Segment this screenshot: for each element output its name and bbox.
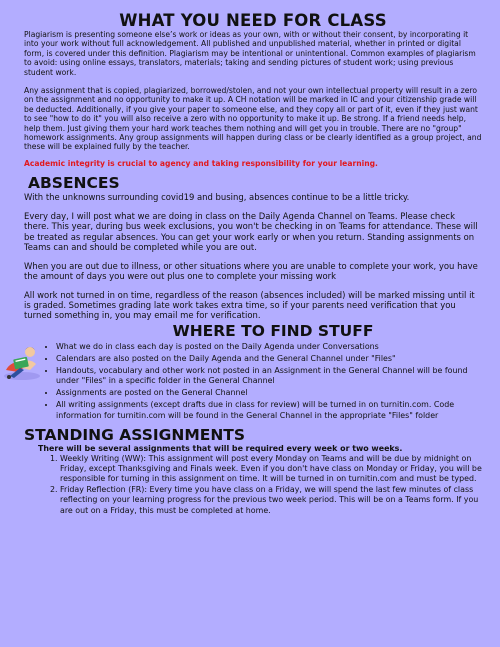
standing-list (24, 454, 482, 516)
list-item: • All writing assignments (except drafts due in class for review) will be turned in on turnitin.com. Code information for turnitin.com will be found in the General Channel in the appropriate "Files" folder (56, 400, 482, 420)
standing-heading: STANDING ASSIGNMENTS (24, 425, 246, 444)
list-item: • Calendars are also posted on the Daily Agenda and the General Channel under "Files" (56, 354, 482, 364)
list-item: • Assignments are posted on the General Channel (56, 388, 482, 398)
plagiarism-paragraph-2: Any assignment that is copied, plagiarized, borrowed/stolen, and not your own intellectual property will result in a zero on the assignment and no opportunity to make it up. A CH notation will be marked in IC and your citizenship grade will be deducted. Additionally, if you give your paper to someone else, and they copy all or part of it, even if they just want to see "how to do it" you will also receive a zero with no opportunity to make it up. Be strong. If a friend needs help, help them. Just giving them your hard work teaches them nothing and will get you in trouble. There are no "group" homework assignments. Any group assignments will happen during class or be clearly identified as a group project, and these will be explained fully by the teacher. (24, 86, 482, 152)
list-item: 1. Weekly Writing (WW): This assignment will post every Monday on Teams and will be due by midnight on Friday, except Thanksgiving and Finals week. Even if you don't have class on Monday or Friday, you will be responsible for turning in this assignment on time. It will be turned in on turnitin.com and must be typed. (60, 454, 482, 485)
page-title: WHAT YOU NEED FOR CLASS (119, 11, 387, 30)
absences-paragraph-2: Every day, I will post what we are doing in class on the Daily Agenda Channel on Teams. Please check there. This year, during bus week exclusions, you won't be checking in on Teams for attendance. These will be treated as regular absences. You can get your work early or when you return. Standing assignments on Teams can and should be completed while you are out. (24, 211, 478, 252)
where-heading: WHERE TO FIND STUFF (172, 322, 374, 341)
list-item: • What we do in class each day is posted on the Daily Agenda under Conversations (56, 342, 482, 352)
student-reading-clipart-icon (0, 340, 44, 382)
absences-paragraph-4: All work not turned in on time, regardless of the reason (absences included) will be marked missing until it is graded. Sometimes grading late work takes extra time, so if your parents need verification that you turned something in, you may email me for verification. (24, 289, 475, 321)
where-list (24, 342, 482, 421)
absences-paragraph-1: With the unknowns surrounding covid19 and busing, absences continue to be a little tricky. (24, 192, 410, 203)
absences-paragraph-3: When you are out due to illness, or other situations where you are unable to complete your work, you have the amount of days you were out plus one to complete your missing work (24, 260, 478, 281)
list-item: • Handouts, vocabulary and other work not posted in an Assignment in the General Channel will be found under "Files" in a specific folder in the General Channel (56, 366, 482, 386)
standing-subheading: There will be several assignments that will be required every week or two weeks. (38, 443, 403, 453)
plagiarism-paragraph-1: Plagiarism is presenting someone else’s work or ideas as your own, with or without their consent, by incorporating it into your work without full acknowledgement. All published and unpublished material, whether in printed or digital form, is covered under this definition. Plagiarism may be intentional or unintentional. Common examples of plagiarism to avoid: using online essays, translators, materials; taking and sending pictures of student work; using previous student work. (24, 30, 476, 77)
academic-integrity-note: Academic integrity is crucial to agency and taking responsibility for your learning. (24, 158, 378, 168)
list-item: 2. Friday Reflection (FR): Every time you have class on a Friday, we will spend the last few minutes of class reflecting on your learning progress for the previous two week period. This will be on a Teams form. If you are out on a Friday, this must be completed at home. (60, 485, 482, 516)
absences-heading: ABSENCES (28, 174, 120, 193)
